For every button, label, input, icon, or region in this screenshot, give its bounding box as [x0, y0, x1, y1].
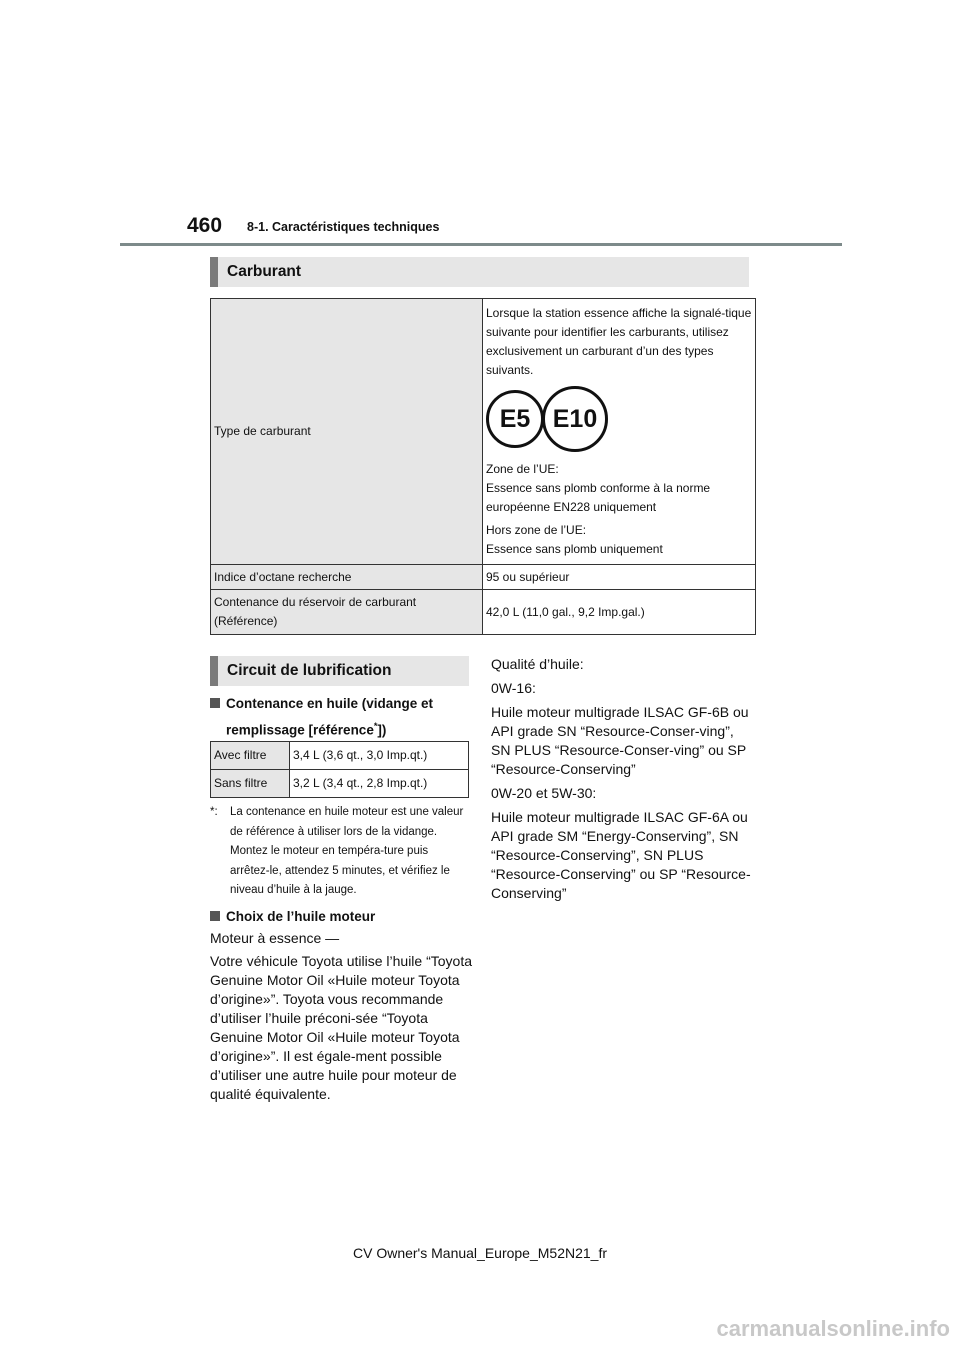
lubrication-heading	[210, 656, 469, 686]
fuel-type-label-text: Type de carburant	[214, 424, 311, 438]
fuel-type-value	[483, 299, 756, 565]
fuel-heading	[210, 257, 749, 287]
non-eu-zone-text: Essence sans plomb uniquement	[486, 542, 663, 556]
engine-type-text: Moteur à essence —	[210, 930, 340, 946]
fuel-heading-text: Carburant	[227, 263, 302, 280]
with-filter-value: 3,4 L (3,6 qt., 3,0 Imp.qt.)	[290, 742, 469, 770]
without-filter-value: 3,2 L (3,4 qt., 2,8 Imp.qt.)	[290, 770, 469, 798]
footnote-star: *	[373, 721, 378, 731]
e5-fuel-icon: E5	[486, 390, 544, 448]
oil-capacity-table	[210, 741, 469, 798]
lubrication-heading-text: Circuit de lubrification	[227, 662, 392, 679]
grade-1-text: Huile moteur multigrade ILSAC GF-6B ou API grade SN “Resource-Conser-ving”, SN PLUS “Resource-Conser-ving” ou SP “Resource-Conserving”	[491, 704, 749, 777]
octane-label: Indice d’octane recherche	[211, 565, 483, 590]
table-row	[211, 770, 469, 798]
oil-quality-column	[491, 655, 751, 908]
oil-choice-text: Votre véhicule Toyota utilise l’huile “Toyota Genuine Motor Oil «Huile moteur Toyota d’origine»”. Toyota vous recommande d’utiliser l’huile préconi-sée “Toyota Genuine Motor Oil «Huile moteur Toyota d’origine»”. Il est égale-ment possible d’utiliser une autre huile pour moteur de qualité équivalente.	[210, 953, 473, 1102]
page-number: 460	[187, 214, 223, 237]
eu-zone-label: Zone de l’UE:	[486, 462, 559, 476]
watermark: carmanualsonline.info	[716, 1316, 950, 1341]
grade-2-text: Huile moteur multigrade ILSAC GF-6A ou API grade SM “Energy-Conserving”, SN “Resource-Conserving”, SN PLUS “Resource-Conserving” ou SP “Resource-Conserving”	[491, 809, 751, 901]
bullet-square-icon	[210, 911, 220, 921]
oil-capacity-heading-line2: remplissage [référence	[226, 722, 374, 738]
oil-capacity-heading-line1: Contenance en huile (vidange et	[226, 696, 434, 711]
eu-zone-text: Essence sans plomb conforme à la norme européenne EN228 uniquement	[486, 481, 711, 514]
table-row	[211, 299, 756, 565]
fuel-logos	[486, 390, 752, 452]
grade-1-label: 0W-16:	[491, 680, 536, 696]
oil-capacity-heading	[210, 692, 470, 742]
without-filter-label: Sans filtre	[211, 770, 290, 798]
octane-value: 95 ou supérieur	[483, 565, 756, 590]
oil-quality-label: Qualité d’huile:	[491, 656, 584, 672]
footnote-mark: *:	[210, 806, 218, 818]
e10-fuel-icon: E10	[542, 386, 608, 452]
oil-capacity-footnote	[210, 803, 468, 901]
table-row	[211, 565, 756, 590]
oil-choice-heading	[210, 905, 470, 928]
header-divider	[120, 243, 842, 246]
bullet-square-icon	[210, 698, 220, 708]
fuel-table	[210, 298, 756, 635]
table-row	[211, 742, 469, 770]
tank-label-line2: (Référence)	[214, 614, 278, 628]
tank-label	[211, 590, 483, 635]
tank-value: 42,0 L (11,0 gal., 9,2 Imp.gal.)	[483, 590, 756, 635]
non-eu-zone-label: Hors zone de l’UE:	[486, 523, 587, 537]
tank-label-line1: Contenance du réservoir de carburant	[214, 595, 417, 609]
oil-capacity-heading-end: ])	[377, 722, 387, 738]
fuel-type-label	[211, 299, 483, 565]
with-filter-label: Avec filtre	[211, 742, 290, 770]
manual-footer: CV Owner's Manual_Europe_M52N21_fr	[352, 1245, 608, 1261]
grade-2-label: 0W-20 et 5W-30:	[491, 785, 597, 801]
oil-choice-heading-text: Choix de l’huile moteur	[226, 909, 376, 924]
footnote-text: La contenance en huile moteur est une valeur de référence à utiliser lors de la vidange. Montez le moteur en tempéra-ture puis arrêtez-le, attendez 5 minutes, et vérifiez le niveau d’huile à la jauge.	[230, 806, 464, 896]
section-title: 8-1. Caractéristiques techniques	[247, 220, 440, 234]
fuel-type-intro: Lorsque la station essence affiche la signalé-tique suivante pour identifier les carburants, utilisez exclusivement un carburant d’un des types suivants.	[486, 306, 752, 377]
table-row	[211, 590, 756, 635]
